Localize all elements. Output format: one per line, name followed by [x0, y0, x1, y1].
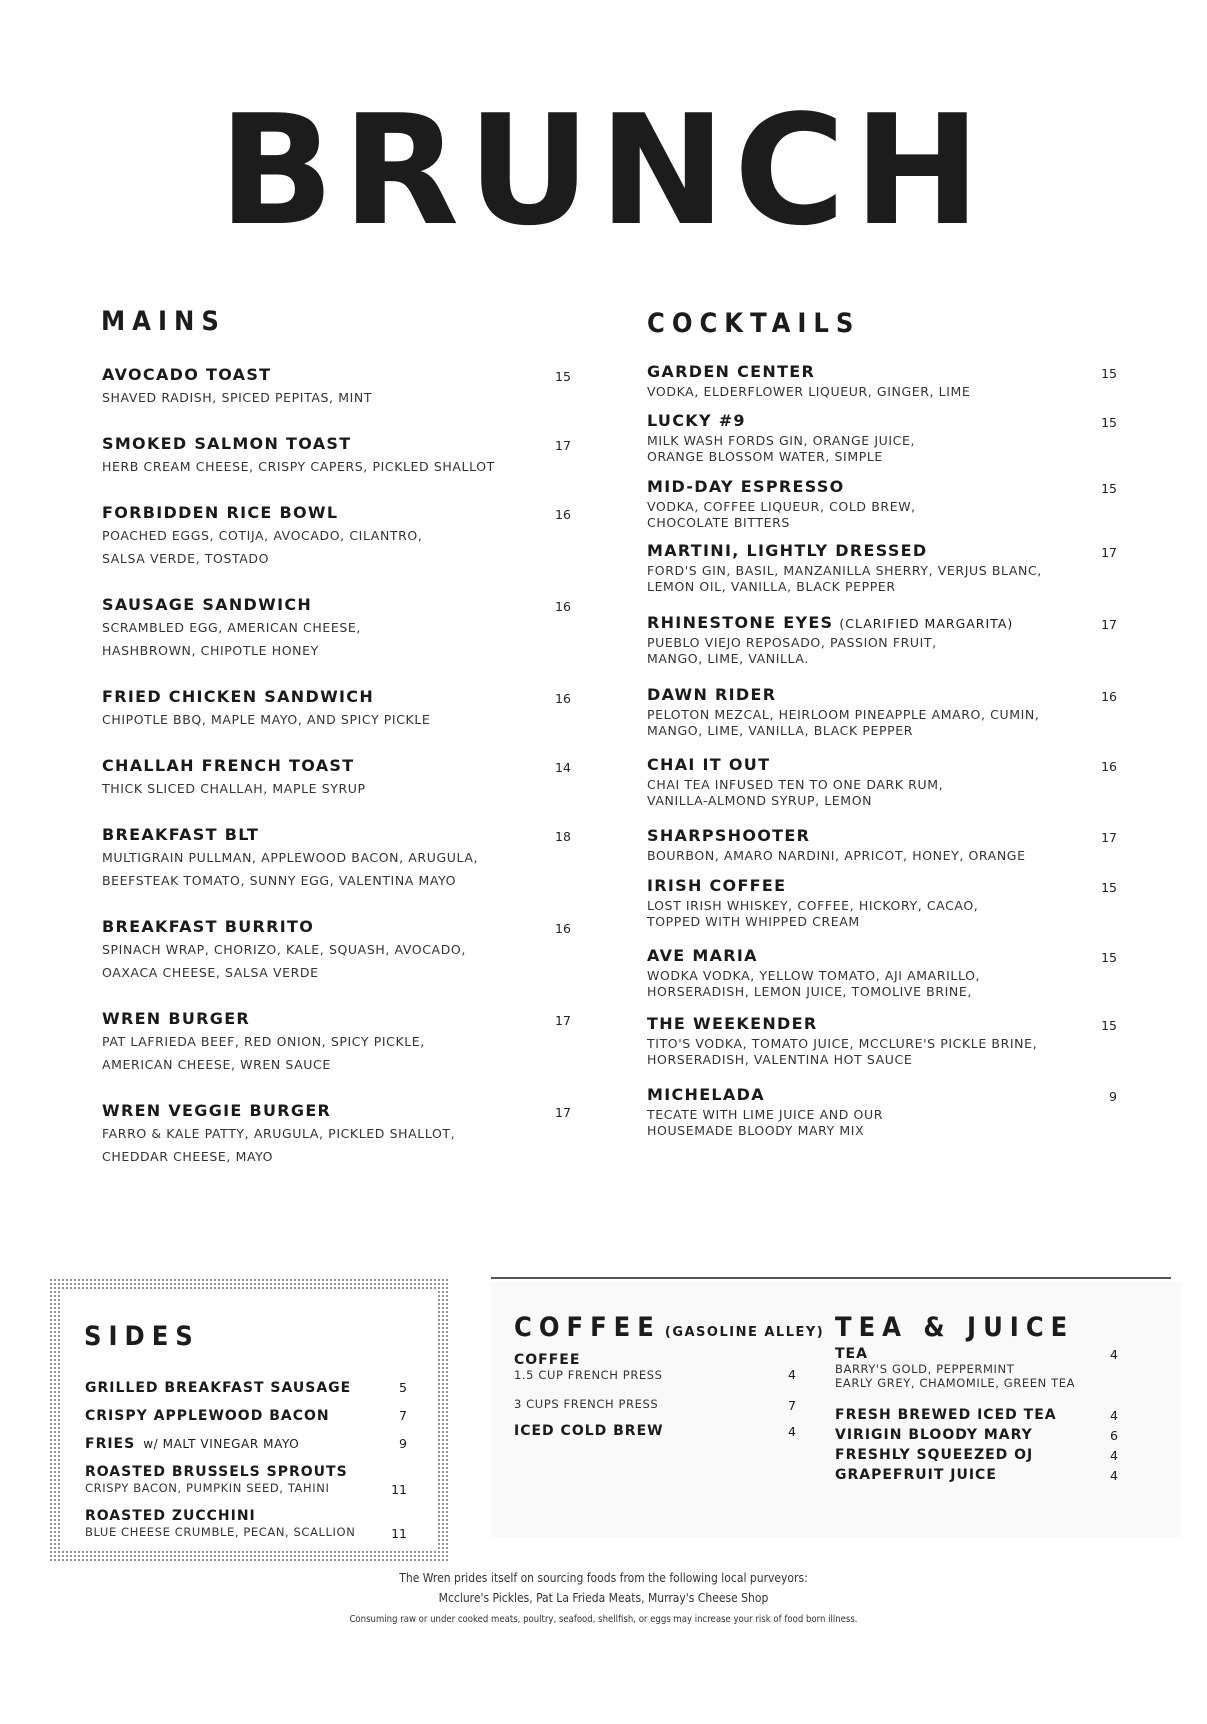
cocktail-item — [647, 477, 1117, 531]
item-price: 16 — [555, 599, 571, 614]
item-name: BREAKFAST BLT — [102, 825, 260, 844]
cocktail-name — [647, 411, 1117, 430]
cocktail-price: 16 — [1101, 689, 1117, 704]
cocktail-name-text: MICHELADA — [647, 1085, 765, 1104]
cocktail-item — [647, 876, 1117, 930]
cocktails-heading: COCKTAILS — [647, 308, 861, 339]
menu-item — [102, 917, 572, 984]
tea-item — [835, 1407, 1118, 1423]
item-description: CHIPOTLE BBQ, MAPLE MAYO, AND SPICY PICKLE — [102, 712, 431, 727]
item-price: 18 — [555, 829, 571, 844]
cocktail-item — [647, 362, 1117, 400]
item-description: THICK SLICED CHALLAH, MAPLE SYRUP — [102, 781, 366, 796]
coffee-item — [514, 1423, 796, 1439]
tea-item — [835, 1427, 1118, 1443]
item-description: PAT LAFRIEDA BEEF, RED ONION, SPICY PICKLE, AMERICAN CHEESE, WREN SAUCE — [102, 1034, 425, 1072]
footer-disclaimer: Consuming raw or under cooked meats, poultry, seafood, shellfish, or eggs may increase your risk of food born illness. — [349, 1614, 858, 1625]
side-name-text: CRISPY APPLEWOOD BACON — [85, 1408, 330, 1424]
side-note: w/ MALT VINEGAR MAYO — [143, 1437, 300, 1451]
cocktail-description: CHAI TEA INFUSED TEN TO ONE DARK RUM, VANILLA-ALMOND SYRUP, LEMON — [647, 777, 944, 808]
side-price: 9 — [399, 1436, 407, 1451]
cocktail-description: WODKA VODKA, YELLOW TOMATO, AJI AMARILLO, HORSERADISH, LEMON JUICE, TOMOLIVE BRINE, — [647, 968, 981, 999]
cocktail-name-text: CHAI IT OUT — [647, 755, 771, 774]
cocktail-name — [647, 613, 1117, 632]
side-item — [85, 1508, 413, 1539]
cocktail-name — [647, 477, 1117, 496]
cocktail-price: 15 — [1101, 1018, 1117, 1033]
cocktail-item — [647, 1085, 1117, 1139]
cocktail-name — [647, 1085, 1117, 1104]
coffee-item — [514, 1352, 796, 1382]
tea-name: FRESH BREWED ICED TEA — [835, 1407, 1057, 1423]
cocktail-name-text: THE WEEKENDER — [647, 1014, 818, 1033]
cocktail-price: 17 — [1101, 617, 1117, 632]
item-name: CHALLAH FRENCH TOAST — [102, 756, 355, 775]
cocktail-name — [647, 541, 1117, 560]
item-description: HERB CREAM CHEESE, CRISPY CAPERS, PICKLED SHALLOT — [102, 459, 495, 474]
sides-box — [49, 1278, 449, 1561]
side-price: 7 — [399, 1408, 407, 1423]
item-description: SCRAMBLED EGG, AMERICAN CHEESE, HASHBROWN, CHIPOTLE HONEY — [102, 620, 361, 658]
cocktail-name — [647, 755, 1117, 774]
tea-item — [835, 1346, 1118, 1390]
sides-heading: SIDES — [84, 1321, 200, 1352]
cocktail-item — [647, 755, 1117, 809]
item-name: WREN BURGER — [102, 1009, 251, 1028]
cocktail-item — [647, 946, 1117, 1000]
tea-item — [835, 1447, 1118, 1463]
coffee-item — [514, 1397, 796, 1411]
item-price: 15 — [555, 369, 571, 384]
side-item — [85, 1436, 413, 1452]
coffee-subheading: (GASOLINE ALLEY) — [664, 1325, 825, 1340]
side-price: 5 — [399, 1380, 407, 1395]
item-price: 17 — [555, 438, 571, 453]
menu-item — [102, 1101, 572, 1168]
cocktail-item — [647, 1014, 1117, 1068]
tea-name: FRESHLY SQUEEZED OJ — [835, 1447, 1034, 1463]
cocktail-description: PELOTON MEZCAL, HEIRLOOM PINEAPPLE AMARO, CUMIN, MANGO, LIME, VANILLA, BLACK PEPPER — [647, 707, 1040, 738]
cocktail-name — [647, 362, 1117, 381]
side-name — [85, 1508, 413, 1524]
tea-name: GRAPEFRUIT JUICE — [835, 1467, 997, 1483]
item-description: FARRO & KALE PATTY, ARUGULA, PICKLED SHALLOT, CHEDDAR CHEESE, MAYO — [102, 1126, 456, 1164]
side-name-text: FRIES — [85, 1436, 136, 1452]
item-description: MULTIGRAIN PULLMAN, APPLEWOOD BACON, ARUGULA, BEEFSTEAK TOMATO, SUNNY EGG, VALENTINA MAYO — [102, 850, 479, 888]
cocktail-name-text: GARDEN CENTER — [647, 362, 816, 381]
cocktail-description: MILK WASH FORDS GIN, ORANGE JUICE, ORANGE BLOSSOM WATER, SIMPLE — [647, 433, 916, 464]
cocktail-price: 15 — [1101, 880, 1117, 895]
menu-item — [102, 687, 572, 731]
side-item — [85, 1464, 413, 1495]
side-name — [85, 1380, 413, 1396]
cocktail-name — [647, 946, 1117, 965]
item-name: FRIED CHICKEN SANDWICH — [102, 687, 375, 706]
menu-item — [102, 825, 572, 892]
menu-item — [102, 595, 572, 662]
cocktail-name — [647, 876, 1117, 895]
coffee-price: 4 — [788, 1424, 796, 1439]
item-price: 16 — [555, 921, 571, 936]
item-name: SMOKED SALMON TOAST — [102, 434, 352, 453]
cocktail-name-text: MARTINI, LIGHTLY DRESSED — [647, 541, 928, 560]
cocktail-price: 17 — [1101, 545, 1117, 560]
divider — [491, 1277, 1171, 1279]
cocktail-price: 15 — [1101, 481, 1117, 496]
cocktail-description: TECATE WITH LIME JUICE AND OUR HOUSEMADE BLOODY MARY MIX — [647, 1107, 884, 1138]
sides-panel — [61, 1290, 437, 1549]
tea-price: 4 — [1110, 1468, 1118, 1483]
tea-description: BARRY'S GOLD, PEPPERMINT EARLY GREY, CHAMOMILE, GREEN TEA — [835, 1362, 1076, 1390]
cocktail-name-text: MID-DAY ESPRESSO — [647, 477, 845, 496]
menu-item — [102, 1009, 572, 1076]
coffee-heading-text: COFFEE — [514, 1312, 661, 1343]
cocktail-name-text: IRISH COFFEE — [647, 876, 787, 895]
cocktail-item — [647, 541, 1117, 595]
cocktail-description: BOURBON, AMARO NARDINI, APRICOT, HONEY, ORANGE — [647, 848, 1026, 863]
cocktail-name — [647, 685, 1117, 704]
item-name: AVOCADO TOAST — [102, 365, 272, 384]
side-item — [85, 1408, 413, 1424]
coffee-price: 4 — [788, 1367, 796, 1382]
cocktail-name-text: LUCKY #9 — [647, 411, 746, 430]
menu-item — [102, 365, 572, 409]
cocktail-name-note: (CLARIFIED MARGARITA) — [839, 616, 1014, 631]
tea-price: 4 — [1110, 1408, 1118, 1423]
cocktail-item — [647, 685, 1117, 739]
side-price: 11 — [391, 1526, 407, 1541]
cocktail-name — [647, 826, 1117, 845]
cocktail-description: TITO'S VODKA, TOMATO JUICE, MCCLURE'S PICKLE BRINE, HORSERADISH, VALENTINA HOT SAUCE — [647, 1036, 1038, 1067]
item-name: BREAKFAST BURRITO — [102, 917, 315, 936]
side-name-text: ROASTED BRUSSELS SPROUTS — [85, 1464, 348, 1480]
cocktail-price: 15 — [1101, 950, 1117, 965]
coffee-heading — [514, 1312, 824, 1343]
cocktail-item — [647, 613, 1117, 667]
item-price: 16 — [555, 507, 571, 522]
cocktail-name-text: RHINESTONE EYES — [647, 613, 834, 632]
side-description: BLUE CHEESE CRUMBLE, PECAN, SCALLION — [85, 1525, 356, 1539]
coffee-description: 3 CUPS FRENCH PRESS — [514, 1397, 659, 1411]
side-description: CRISPY BACON, PUMPKIN SEED, TAHINI — [85, 1481, 330, 1495]
side-name — [85, 1464, 413, 1480]
side-item — [85, 1380, 413, 1396]
coffee-price: 7 — [788, 1398, 796, 1413]
item-name: SAUSAGE SANDWICH — [102, 595, 313, 614]
cocktail-name-text: SHARPSHOOTER — [647, 826, 811, 845]
menu-item — [102, 503, 572, 570]
item-description: POACHED EGGS, COTIJA, AVOCADO, CILANTRO, SALSA VERDE, TOSTADO — [102, 528, 423, 566]
cocktail-description: LOST IRISH WHISKEY, COFFEE, HICKORY, CACAO, TOPPED WITH WHIPPED CREAM — [647, 898, 979, 929]
item-price: 16 — [555, 691, 571, 706]
menu-item — [102, 434, 572, 478]
side-name — [85, 1408, 413, 1424]
page-title: BRUNCH — [218, 82, 989, 259]
tea-price: 4 — [1110, 1448, 1118, 1463]
cocktail-price: 9 — [1109, 1089, 1117, 1104]
footer-purveyors: Mcclure's Pickles, Pat La Frieda Meats, Murray's Cheese Shop — [438, 1591, 769, 1605]
coffee-description: 1.5 CUP FRENCH PRESS — [514, 1368, 663, 1382]
side-name — [85, 1436, 413, 1452]
footer-sourcing: The Wren prides itself on sourcing foods from the following local purveyors: — [399, 1571, 808, 1585]
cocktail-name — [647, 1014, 1117, 1033]
tea-heading: TEA & JUICE — [835, 1312, 1075, 1343]
item-description: SHAVED RADISH, SPICED PEPITAS, MINT — [102, 390, 373, 405]
cocktail-price: 15 — [1101, 415, 1117, 430]
item-description: SPINACH WRAP, CHORIZO, KALE, SQUASH, AVOCADO, OAXACA CHEESE, SALSA VERDE — [102, 942, 466, 980]
cocktail-name-text: DAWN RIDER — [647, 685, 777, 704]
tea-item — [835, 1467, 1118, 1483]
cocktail-description: PUEBLO VIEJO REPOSADO, PASSION FRUIT, MANGO, LIME, VANILLA. — [647, 635, 937, 666]
item-name: WREN VEGGIE BURGER — [102, 1101, 332, 1120]
coffee-name: COFFEE — [514, 1352, 581, 1368]
tea-name: VIRIGIN BLOODY MARY — [835, 1427, 1033, 1443]
cocktail-name-text: AVE MARIA — [647, 946, 758, 965]
mains-heading: MAINS — [101, 306, 226, 337]
tea-price: 4 — [1110, 1347, 1118, 1362]
cocktail-price: 16 — [1101, 759, 1117, 774]
drinks-panel — [491, 1282, 1181, 1537]
cocktail-price: 15 — [1101, 366, 1117, 381]
side-name-text: ROASTED ZUCCHINI — [85, 1508, 256, 1524]
item-price: 14 — [555, 760, 571, 775]
cocktail-item — [647, 411, 1117, 465]
cocktail-item — [647, 826, 1117, 864]
coffee-name: ICED COLD BREW — [514, 1423, 664, 1439]
item-price: 17 — [555, 1013, 571, 1028]
side-price: 11 — [391, 1482, 407, 1497]
cocktail-description: VODKA, ELDERFLOWER LIQUEUR, GINGER, LIME — [647, 384, 971, 399]
tea-name: TEA — [835, 1346, 868, 1362]
cocktail-description: FORD'S GIN, BASIL, MANZANILLA SHERRY, VERJUS BLANC, LEMON OIL, VANILLA, BLACK PEPPER — [647, 563, 1042, 594]
cocktail-description: VODKA, COFFEE LIQUEUR, COLD BREW, CHOCOLATE BITTERS — [647, 499, 916, 530]
item-price: 17 — [555, 1105, 571, 1120]
cocktail-price: 17 — [1101, 830, 1117, 845]
item-name: FORBIDDEN RICE BOWL — [102, 503, 339, 522]
side-name-text: GRILLED BREAKFAST SAUSAGE — [85, 1380, 352, 1396]
menu-item — [102, 756, 572, 800]
tea-price: 6 — [1110, 1428, 1118, 1443]
